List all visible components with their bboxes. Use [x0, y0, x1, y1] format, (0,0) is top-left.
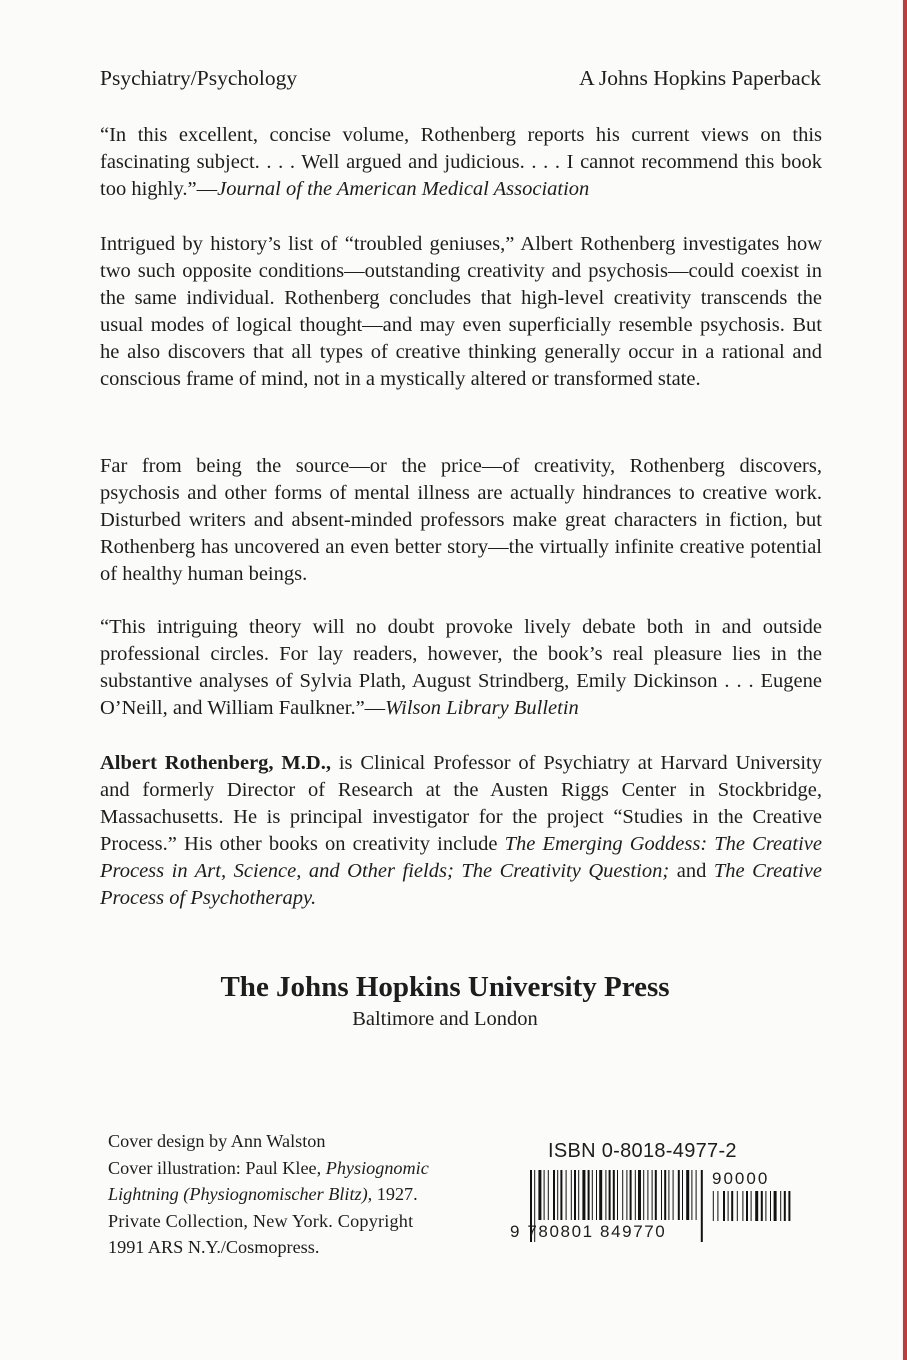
credit-design: Cover design by Ann Walston [108, 1131, 326, 1151]
review-quote-wilson [100, 614, 822, 722]
bio-text: is Clinical Professor of Psychiatry at Harvard University and formerly Director of Research at the Austen Riggs Center in Stockbridge, Massachusetts. He is principal investigator for the project “Studies in the Creative Process.” His other books on creativity include [100, 752, 822, 855]
category-label: Psychiatry/Psychology [100, 66, 298, 90]
barcode-addon-bar [770, 1191, 771, 1221]
quote-text: “In this excellent, concise volume, Rothenberg reports his current views on this fascinating subject. . . . Well argued and judicious. . . . I cannot recommend this book too highly.”— [100, 124, 822, 200]
quote-source: Journal of the American Medical Association [217, 178, 590, 200]
credit-illustration-title-2: Lightning (Physiognomischer Blitz), [108, 1184, 373, 1204]
credit-illustration-text: Cover illustration: Paul Klee, [108, 1157, 326, 1178]
barcode-bar [571, 1170, 572, 1220]
barcode-addon-bar [737, 1191, 738, 1221]
barcode-bar [605, 1170, 606, 1220]
barcode-bar [661, 1170, 662, 1220]
credit-copyright: 1991 ARS N.Y./Cosmopress. [108, 1237, 320, 1257]
barcode-addon-bar [761, 1191, 763, 1221]
paragraph-text: Intrigued by history’s list of “troubled geniuses,” Albert Rothenberg investigates how two such opposite conditions—outstanding creativity and psychosis—could coexist in the same individual. Rothenberg concludes that high-level creativity transcends the usual modes of logical thought—and may even superficially resemble psychosis. But he also discovers that all types of creative thinking generally occur in a rational and conscious frame of mind, not in a mystically altered or transformed state. [100, 233, 822, 390]
barcode-addon-bar [751, 1191, 752, 1221]
barcode-bar [613, 1170, 615, 1220]
paragraph-text: Far from being the source—or the price—of creativity, Rothenberg discovers, psychosis and other forms of mental illness are actually hindrances to creative work. Disturbed writers and absent-minded professors make great characters in fiction, but Rothenberg has uncovered an even better story—the virtually infinite creative potential of healthy human beings. [100, 455, 822, 585]
barcode-bar [609, 1170, 611, 1220]
barcode-bar [686, 1170, 689, 1220]
barcode-bar [696, 1170, 697, 1220]
quote-text: “This intriguing theory will no doubt provoke lively debate both in and outside professional circles. For lay readers, however, the book’s real pleasure lies in the substantive analyses of Sylvia Plath, August Strindberg, Emily Dickinson . . . Eugene O’Neill, and William Faulkner.”— [100, 616, 822, 719]
description-paragraph-2 [100, 453, 822, 588]
credit-illustration-cont [108, 1181, 480, 1208]
barcode-addon-bar [755, 1191, 758, 1221]
barcode-bar [635, 1170, 636, 1220]
barcode-bar [588, 1170, 590, 1220]
review-quote-jama [100, 122, 822, 203]
barcode-bar [678, 1170, 680, 1220]
barcode-bar [652, 1170, 653, 1220]
barcode-bar [643, 1170, 644, 1220]
barcode-bar [582, 1170, 585, 1220]
barcode-bar [599, 1170, 602, 1220]
bio-text-2: and [669, 860, 714, 882]
barcode-bar [560, 1170, 562, 1220]
barcode-addon-bar [788, 1191, 790, 1221]
barcode-addon-bar [746, 1191, 748, 1221]
barcode-bar [668, 1170, 669, 1220]
barcode-bar [682, 1170, 683, 1220]
barcode-addon-bar [784, 1191, 786, 1221]
barcode-bar [664, 1170, 666, 1220]
credit-collection: Private Collection, New York. Copyright [108, 1210, 414, 1231]
header [100, 66, 821, 100]
barcode-bar [622, 1170, 623, 1220]
barcode-addon-bar [713, 1191, 714, 1221]
cover-edge [903, 0, 907, 1360]
isbn-label: ISBN 0-8018-4977-2 [548, 1140, 737, 1162]
publisher-city: Baltimore and London [352, 1008, 538, 1030]
barcode-bar [691, 1170, 692, 1220]
barcode-bar [617, 1170, 618, 1220]
barcode-bar [574, 1170, 576, 1220]
description-paragraph-1 [100, 231, 822, 393]
barcode-bar [673, 1170, 674, 1220]
cover-credits [108, 1128, 480, 1261]
author-bio [100, 750, 822, 912]
series-label: A Johns Hopkins Paperback [579, 66, 821, 90]
barcode-bar [647, 1170, 648, 1220]
barcode-addon-bar [774, 1191, 777, 1221]
barcode-bar [701, 1170, 703, 1242]
barcode-bar [630, 1170, 632, 1220]
barcode-bar [548, 1170, 549, 1220]
barcode-bar [544, 1170, 545, 1220]
barcode-addon-bar [731, 1191, 733, 1221]
barcode-bar [557, 1170, 558, 1220]
barcode-addon-digits: 90000 [712, 1169, 770, 1188]
barcode-addon-bar [765, 1191, 766, 1221]
credit-illustration [108, 1155, 480, 1182]
quote-source: Wilson Library Bulletin [385, 697, 579, 719]
barcode-addon-bar [728, 1191, 729, 1221]
bio-book-titles: The Emerging Goddess: The Creative Process in Art, Science, and Other fields; The Creativity Question; [100, 833, 822, 882]
barcode-bar [578, 1170, 579, 1220]
barcode-bar [655, 1170, 657, 1220]
barcode-bar [566, 1170, 567, 1220]
credit-year: 1927. [372, 1184, 418, 1204]
barcode-addon-bar [742, 1191, 743, 1221]
barcode-bar [638, 1170, 641, 1220]
barcode-bar [592, 1170, 593, 1220]
barcode-bar [596, 1170, 597, 1220]
barcode-bar [553, 1170, 555, 1220]
barcode-bar [626, 1170, 627, 1220]
credit-illustration-title: Physiognomic [325, 1157, 429, 1178]
barcode-addon-bar [780, 1191, 781, 1221]
barcode-ean-digits: 9 780801 849770 [510, 1222, 667, 1241]
barcode-bar [538, 1170, 541, 1220]
publisher-name: The Johns Hopkins University Press [220, 971, 670, 1003]
bio-book-title-2: The Creative Process of Psychotherapy. [100, 860, 823, 909]
barcode-addon-bar [717, 1191, 718, 1221]
author-name: Albert Rothenberg, M.D., [100, 752, 331, 774]
publisher-block [0, 968, 890, 1032]
barcode-addon-bar [723, 1191, 725, 1221]
